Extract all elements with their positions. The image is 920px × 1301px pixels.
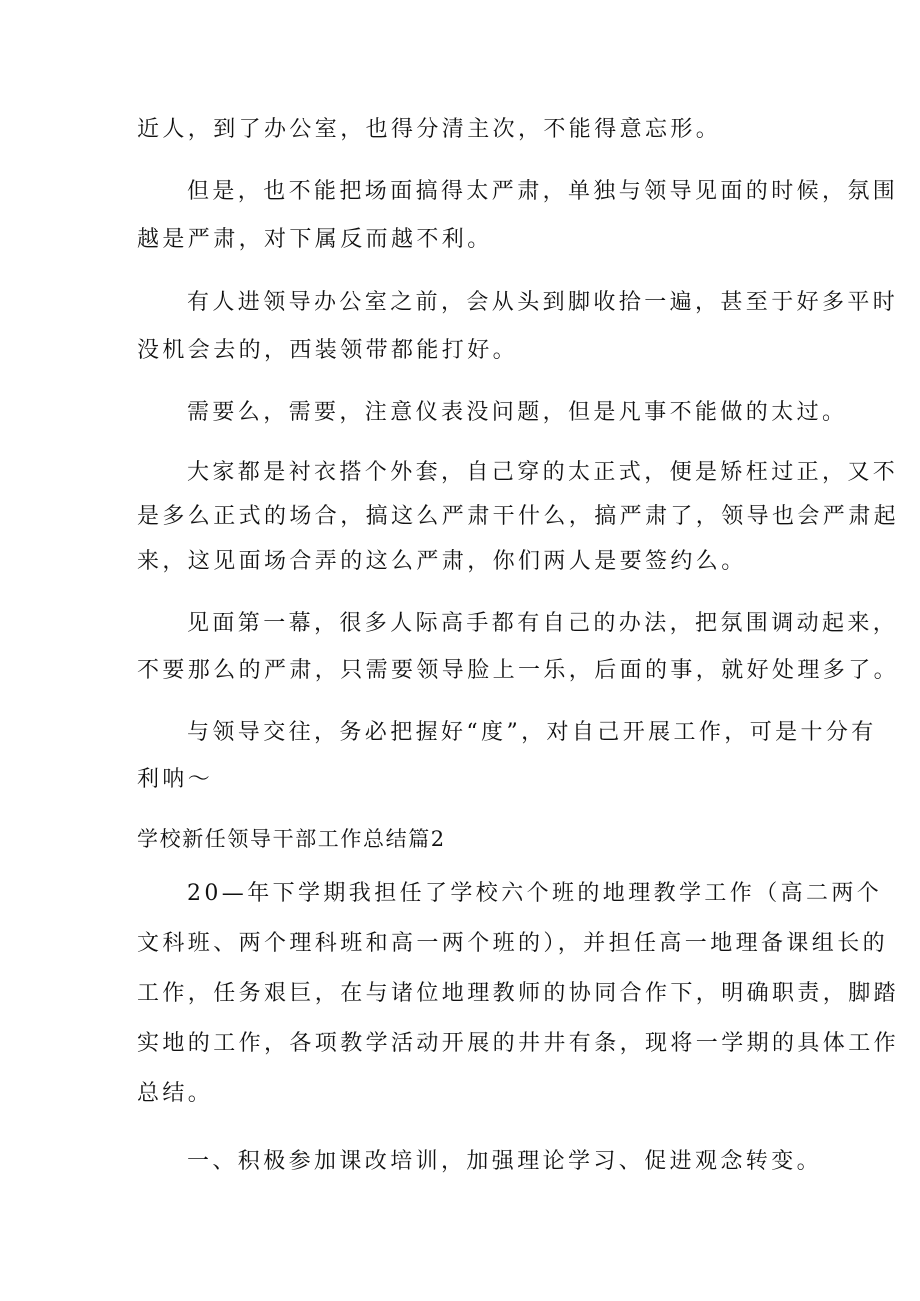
text-line: 实地的工作，各项教学活动开展的井井有条，现将一学期的具体工作 — [137, 1031, 900, 1056]
text-line: 大家都是衬衣搭个外套，自己穿的太正式，便是矫枉过正，又不 — [187, 460, 899, 485]
text-line: 越是严肃，对下属反而越不利。 — [137, 227, 493, 252]
text-line: 文科班、两个理科班和高一两个班的），并担任高一地理备课组长的 — [137, 931, 889, 956]
text-line: 总结。 — [137, 1081, 214, 1106]
text-line: 与领导交往，务必把握好“度”，对自己开展工作，可是十分有 — [187, 720, 877, 745]
text-line: 需要么，需要，注意仪表没问题，但是凡事不能做的太过。 — [187, 400, 848, 425]
text-line: 有人进领导办公室之前，会从头到脚收拾一遍，甚至于好多平时 — [187, 290, 899, 315]
text-line: 来，这见面场合弄的这么严肃，你们两人是要签约么。 — [137, 549, 747, 574]
text-line: 利呐～ — [137, 767, 214, 792]
text-line: 20—年下学期我担任了学校六个班的地理教学工作（高二两个 — [187, 881, 883, 906]
text-line: 近人，到了办公室，也得分清主次，不能得意忘形。 — [137, 117, 722, 142]
text-line: 不要那么的严肃，只需要领导脸上一乐，后面的事，就好处理多了。 — [137, 658, 900, 683]
text-line: 没机会去的，西装领带都能打好。 — [137, 338, 519, 363]
text-line: 工作，任务艰巨，在与诸位地理教师的协同合作下，明确职责，脚踏 — [137, 981, 900, 1006]
text-line: 是多么正式的场合，搞这么严肃干什么，搞严肃了，领导也会严肃起 — [137, 504, 900, 529]
text-line: 见面第一幕，很多人际高手都有自己的办法，把氛围调动起来， — [187, 611, 899, 636]
text-line: 一、积极参加课改培训，加强理论学习、促进观念转变。 — [187, 1149, 823, 1174]
text-line: 但是，也不能把场面搞得太严肃，单独与领导见面的时候，氛围 — [187, 179, 899, 204]
section-heading: 学校新任领导干部工作总结篇2 — [137, 827, 446, 851]
